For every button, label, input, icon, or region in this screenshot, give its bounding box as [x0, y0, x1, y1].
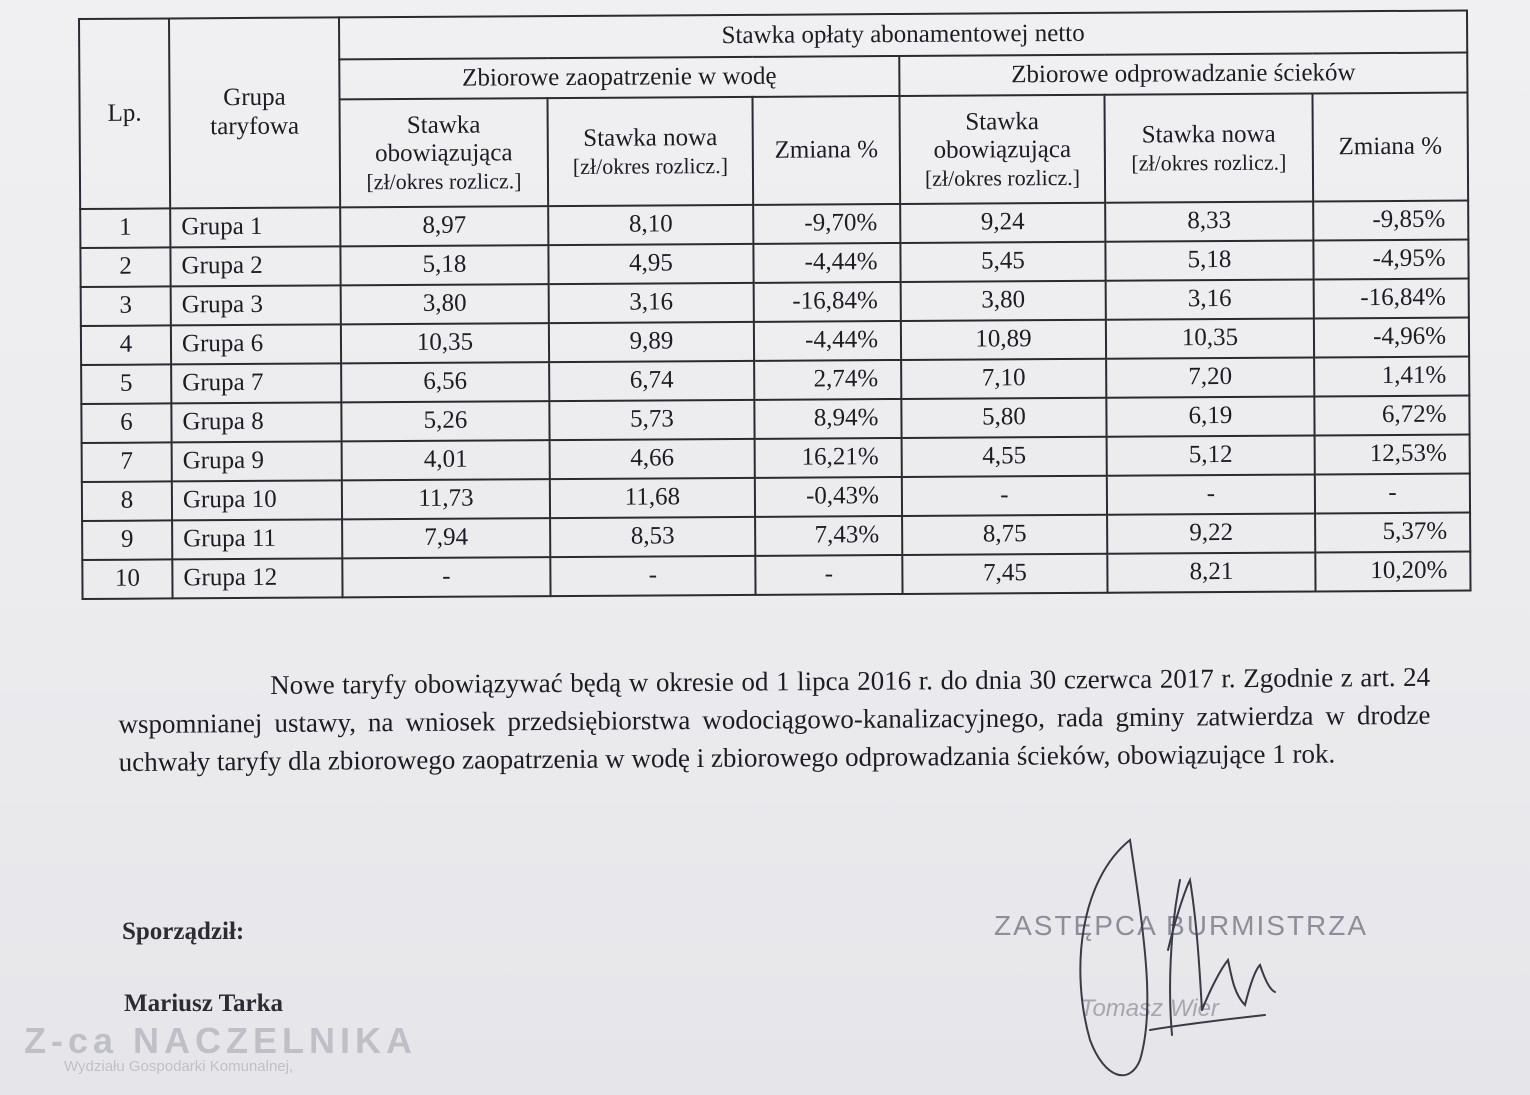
cell-sewage-new: 5,18 — [1105, 240, 1313, 280]
cell-water-new: 11,68 — [550, 478, 755, 518]
header-sewage-title: Zbiorowe odprowadzanie ścieków — [899, 53, 1467, 96]
cell-sewage-new: 7,20 — [1106, 357, 1314, 397]
signature-stroke — [1168, 880, 1202, 1010]
cell-water-change: 2,74% — [754, 360, 901, 400]
cell-water-change: -4,44% — [753, 243, 900, 283]
cell-group: Grupa 8 — [171, 402, 341, 442]
cell-water-change: 8,94% — [754, 399, 901, 439]
cell-water-current: 6,56 — [341, 362, 549, 402]
cell-sewage-current: 7,45 — [902, 554, 1107, 594]
cell-lp: 2 — [80, 247, 170, 287]
cell-sewage-change: 5,37% — [1315, 513, 1470, 553]
cell-sewage-new: 6,19 — [1106, 396, 1314, 436]
cell-group: Grupa 11 — [172, 519, 342, 559]
cell-sewage-new: 8,33 — [1105, 201, 1313, 241]
cell-lp: 4 — [81, 325, 171, 365]
header-water-change: Zmiana % — [752, 96, 900, 205]
cell-sewage-current: 4,55 — [902, 437, 1107, 477]
cell-water-change: 16,21% — [755, 438, 902, 478]
table-row — [82, 552, 1470, 599]
cell-water-change: - — [755, 555, 902, 595]
cell-sewage-current: 7,10 — [901, 359, 1106, 399]
cell-group: Grupa 2 — [170, 246, 340, 286]
header-sewage-new-rate — [1104, 93, 1313, 202]
cell-water-change: -9,70% — [753, 204, 900, 244]
cell-sewage-new: 9,22 — [1107, 513, 1315, 553]
header-sewage-current-rate — [899, 95, 1105, 204]
cell-sewage-change: -4,96% — [1314, 318, 1469, 358]
cell-water-current: 5,26 — [341, 401, 549, 441]
cell-sewage-change: 1,41% — [1314, 357, 1469, 397]
cell-lp: 5 — [81, 364, 171, 404]
signature-stroke — [1170, 880, 1180, 1035]
header-lp: Lp. — [79, 18, 170, 209]
header-rate-label: Stawka obowiązująca — [933, 107, 1072, 165]
cell-sewage-change: -16,84% — [1314, 279, 1469, 319]
cell-sewage-current: 5,80 — [901, 398, 1106, 438]
cell-sewage-new: 10,35 — [1106, 318, 1314, 358]
cell-water-new: 4,95 — [548, 244, 753, 284]
cell-water-new: 4,66 — [550, 439, 755, 479]
header-unit: [zł/okres rozlicz.] — [924, 164, 1081, 191]
cell-water-change: -4,44% — [754, 321, 901, 361]
cell-water-current: 7,94 — [342, 518, 550, 558]
cell-lp: 6 — [81, 403, 171, 443]
signature-strokes — [1080, 840, 1275, 1075]
cell-water-current: 10,35 — [341, 323, 549, 363]
cell-water-new: 3,16 — [549, 283, 754, 323]
cell-water-current: 4,01 — [342, 440, 550, 480]
header-sewage-change: Zmiana % — [1312, 93, 1468, 202]
signature-loop — [1080, 840, 1147, 1075]
cell-group: Grupa 3 — [171, 285, 341, 325]
header-unit: [zł/okres rozlicz.] — [572, 152, 729, 179]
header-rate-label: Stawka nowa — [583, 124, 718, 152]
header-water-new-rate — [547, 97, 753, 206]
header-water-current-rate — [340, 98, 549, 207]
cell-water-new: 9,89 — [549, 322, 754, 362]
faded-office-stamp — [24, 1020, 424, 1095]
cell-water-current: 8,97 — [340, 206, 548, 246]
faded-stamp-subtitle: Wydziału Gospodarki Komunalnej, — [64, 1058, 294, 1075]
header-group: Grupa taryfowa — [169, 17, 340, 208]
cell-sewage-change: - — [1315, 474, 1470, 514]
cell-lp: 9 — [82, 520, 172, 560]
cell-water-new: 8,10 — [548, 205, 753, 245]
tariff-table — [78, 10, 1472, 600]
cell-sewage-current: 9,24 — [900, 203, 1105, 243]
validity-note: Nowe taryfy obowiązywać będą w okresie od 1 lipca 2016 r. do dnia 30 czerwca 2017 r. Zgodnie z art. 24 wspomnianej ustawy, na wniosek przedsiębiorstwa wodociągowo-kanalizacyjnego, rada gminy zatwierdza w drodze uchwały taryfy dla zbiorowego zaopatrzenia w wodę i zbiorowego odprowadzania ścieków, obowiązujące 1 rok. — [118, 661, 1431, 777]
cell-sewage-new: 5,12 — [1107, 435, 1315, 475]
faded-stamp-title: Z-ca NACZELNIKA — [24, 1020, 418, 1061]
cell-sewage-change: -9,85% — [1313, 201, 1468, 241]
handwritten-signature — [1060, 820, 1360, 1095]
cell-lp: 7 — [82, 442, 172, 482]
cell-sewage-new: 8,21 — [1107, 552, 1315, 592]
cell-sewage-current: 8,75 — [902, 515, 1107, 555]
cell-sewage-current: 5,45 — [900, 242, 1105, 282]
header-rate-label: Stawka nowa — [1141, 120, 1276, 149]
deputy-mayor-name: Tomasz Wier — [1080, 995, 1219, 1022]
cell-water-change: -0,43% — [755, 477, 902, 517]
prepared-by-label: Sporządził: — [122, 918, 245, 945]
cell-sewage-current: 10,89 — [901, 320, 1106, 360]
cell-sewage-change: 10,20% — [1315, 552, 1470, 592]
cell-sewage-change: 12,53% — [1315, 435, 1470, 475]
cell-water-change: -16,84% — [754, 282, 901, 322]
cell-group: Grupa 6 — [171, 324, 341, 364]
cell-water-new: 6,74 — [549, 361, 754, 401]
header-unit: [zł/okres rozlicz.] — [1131, 149, 1287, 176]
cell-water-new: 5,73 — [549, 400, 754, 440]
cell-water-new: - — [550, 556, 755, 596]
cell-sewage-current: - — [902, 476, 1107, 516]
cell-group: Grupa 10 — [172, 480, 342, 520]
deputy-mayor-stamp: ZASTĘPCA BURMISTRZA — [994, 910, 1369, 941]
signature-underline — [1150, 1015, 1265, 1030]
cell-lp: 8 — [82, 481, 172, 521]
prepared-by-name: Mariusz Tarka — [124, 990, 284, 1017]
cell-group: Grupa 12 — [172, 558, 342, 598]
header-unit: [zł/okres rozlicz.] — [366, 168, 522, 195]
cell-water-change: 7,43% — [755, 516, 902, 556]
cell-sewage-new: - — [1107, 474, 1315, 514]
cell-group: Grupa 9 — [172, 441, 342, 481]
cell-sewage-change: 6,72% — [1314, 396, 1469, 436]
cell-water-current: - — [342, 557, 550, 597]
cell-lp: 1 — [80, 208, 170, 248]
header-main-title: Stawka opłaty abonamentowej netto — [339, 11, 1467, 60]
header-water-title: Zbiorowe zaopatrzenie w wodę — [339, 56, 899, 99]
signature-stroke — [1202, 960, 1275, 1010]
cell-sewage-new: 3,16 — [1106, 279, 1314, 319]
cell-group: Grupa 1 — [170, 207, 340, 247]
cell-water-current: 5,18 — [340, 245, 548, 285]
cell-water-current: 11,73 — [342, 479, 550, 519]
cell-water-new: 8,53 — [550, 517, 755, 557]
cell-sewage-change: -4,95% — [1313, 240, 1468, 280]
cell-sewage-current: 3,80 — [901, 281, 1106, 321]
cell-water-current: 3,80 — [341, 284, 549, 324]
cell-lp: 10 — [82, 559, 172, 599]
header-rate-label: Stawka obowiązująca — [375, 111, 513, 168]
cell-lp: 3 — [81, 286, 171, 326]
cell-group: Grupa 7 — [171, 363, 341, 403]
